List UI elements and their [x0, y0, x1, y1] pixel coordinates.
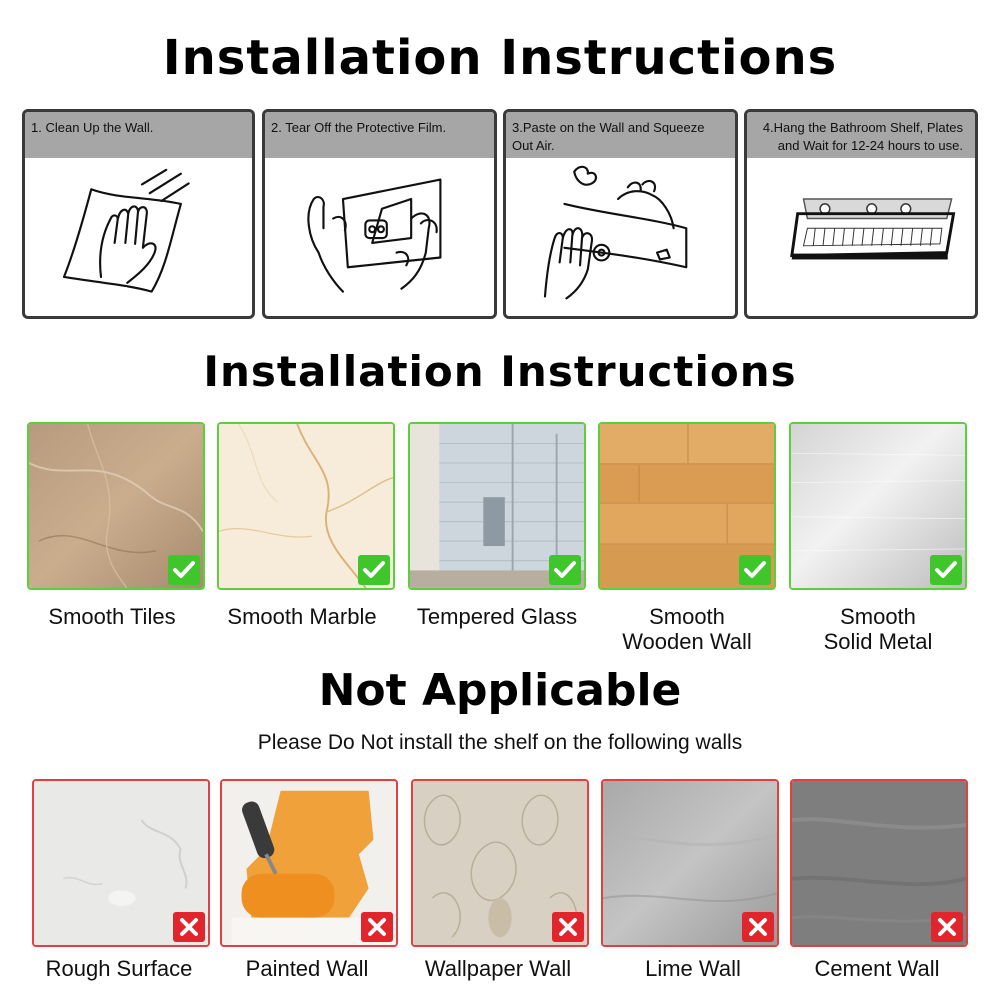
shelf-icon — [747, 158, 975, 319]
tile-wallpaper-wall — [411, 779, 589, 947]
check-icon — [358, 555, 390, 585]
check-icon — [168, 555, 200, 585]
label-cement-wall: Cement Wall — [814, 956, 940, 981]
check-icon — [930, 555, 962, 585]
step-3-panel — [503, 109, 738, 319]
label-tempered-glass: Tempered Glass — [416, 604, 578, 629]
label-painted-wall: Painted Wall — [245, 956, 369, 981]
step-1-panel — [22, 109, 255, 319]
label-smooth-wooden-wall — [587, 604, 787, 654]
tile-cement-wall — [790, 779, 968, 947]
wipe-wall-icon — [25, 158, 252, 319]
installation-title: Installation Instructions — [162, 30, 838, 86]
cross-icon — [552, 912, 584, 942]
tile-smooth-marble — [217, 422, 395, 590]
label-line: Smooth — [649, 604, 725, 629]
check-icon — [739, 555, 771, 585]
label-smooth-solid-metal — [778, 604, 978, 654]
tile-smooth-wooden-wall — [598, 422, 776, 590]
not-applicable-title: Not Applicable — [318, 665, 682, 716]
press-hook-icon — [506, 158, 735, 319]
check-icon — [549, 555, 581, 585]
label-rough-surface: Rough Surface — [45, 956, 193, 981]
label-line: Smooth — [840, 604, 916, 629]
tile-smooth-solid-metal — [789, 422, 967, 590]
step-1-text: 1. Clean Up the Wall. — [25, 112, 252, 158]
label-wallpaper-wall: Wallpaper Wall — [424, 956, 572, 981]
not-applicable-note: Please Do Not install the shelf on the following walls — [257, 731, 743, 754]
step-2-text: 2. Tear Off the Protective Film. — [265, 112, 494, 158]
label-smooth-marble: Smooth Marble — [227, 604, 377, 629]
cross-icon — [173, 912, 205, 942]
step-4-panel — [744, 109, 978, 319]
label-smooth-tiles: Smooth Tiles — [48, 604, 176, 629]
tile-painted-wall — [220, 779, 398, 947]
cross-icon — [361, 912, 393, 942]
label-line: Wooden Wall — [622, 629, 752, 654]
tile-tempered-glass — [408, 422, 586, 590]
step-2-panel — [262, 109, 497, 319]
step-3-text: 3.Paste on the Wall and Squeeze Out Air. — [506, 112, 735, 158]
tile-smooth-tiles — [27, 422, 205, 590]
cross-icon — [742, 912, 774, 942]
cross-icon — [931, 912, 963, 942]
peel-film-icon — [265, 158, 494, 319]
tile-lime-wall — [601, 779, 779, 947]
label-lime-wall: Lime Wall — [645, 956, 741, 981]
label-line: Solid Metal — [823, 629, 933, 654]
step-4-text: 4.Hang the Bathroom Shelf, Plates and Wait for 12-24 hours to use. — [747, 112, 975, 158]
installation-title-surfaces: Installation Instructions — [203, 347, 797, 396]
tile-rough-surface — [32, 779, 210, 947]
